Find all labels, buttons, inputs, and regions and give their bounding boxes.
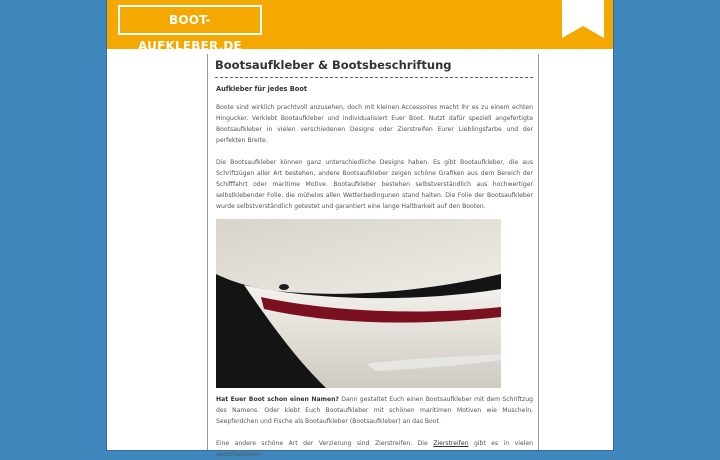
zierstreifen-link[interactable]: Zierstreifen xyxy=(433,440,469,447)
section-subtitle: Aufkleber für jedes Boot xyxy=(216,85,308,93)
stripes-text-start: Eine andere schöne Art der Verzierung sind Zierstreifen. Die xyxy=(216,440,434,447)
page-title: Bootsaufkleber & Bootsbeschriftung xyxy=(215,58,533,78)
stripes-text-end: gibt es in vielen verschiedenen xyxy=(216,440,533,458)
name-paragraph-text: Dann gestaltet Euch einen Bootsaufkleber mit dem Schriftzug des Namens. Oder klebt Euch Bootaufkleber mit schönen maritimen Motiven wie Muscheln, Seepferdchen und Fische als Bootaufkleber (Bootsaufkleber) an das Boot. xyxy=(216,396,533,425)
boat-hull-photo xyxy=(216,219,501,388)
bookmark-icon[interactable] xyxy=(562,0,604,38)
name-question: Hat Euer Boot schon einen Namen? xyxy=(216,396,339,403)
name-paragraph xyxy=(216,394,533,427)
site-logo[interactable]: BOOT-AUFKLEBER.DE xyxy=(118,5,262,35)
intro-paragraph: Boote sind wirklich prachtvoll anzusehen, doch mit kleinen Accessoires macht Ihr es zu einem echten Hingucker. Verklebt Bootaufkleber und individualisiert Euer Boot. Nutzt dafür speziell angefertigte Bootsaufkleber in vielen verschiedenen Designs oder Zierstreifen Eurer Lieblingsfarbe und der perfekten Breite. xyxy=(216,104,533,144)
stripes-paragraph xyxy=(216,438,533,460)
designs-paragraph: Die Bootsaufkleber können ganz unterschiedliche Designs haben. Es gibt Bootaufkleber, die aus Schriftzügen aller Art bestehen, andere Bootsaufkleber zeigen schöne Grafiken aus dem Bereich der Schifffahrt oder maritime Motive. Bootaufkleber bestehen selbstverständlich aus hochwertiger selbstklebender Folie, die mühelos allen Wetterbedingunen stand halten. Die Folie der Bootsaufkleber wurde selbstverständlich getestet und garantiert eine lange Haltbarkeit auf den Booten. xyxy=(216,159,533,210)
